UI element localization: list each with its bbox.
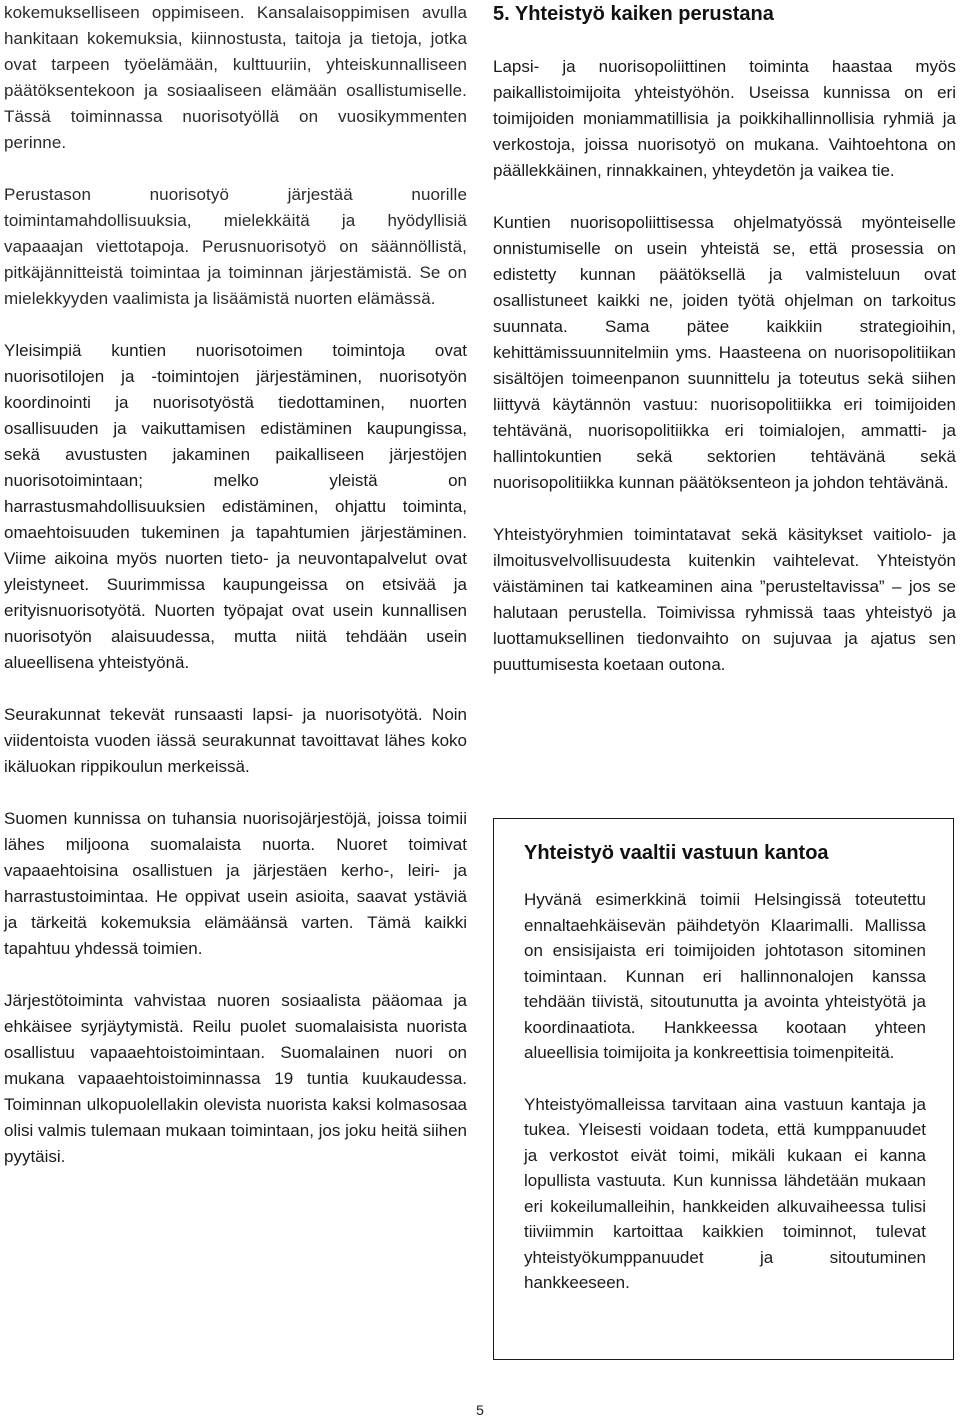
box-paragraph-klaarimalli: Hyvänä esimerkkinä toimii Helsingissä toteutettu ennaltaehkäisevän päihdetyön Klaarimalli. Mallissa on ensisijaista eri toimijoiden johtotason sitominen toimintaan. Kunnan eri hallinnonalojen kanssa tehdään tiivistä, sitoutunutta ja avointa yhteistyötä ja koordinaatiota. Hankkeessa kootaan yhteen alueellisia toimijoita ja konkreettisia toimenpiteitä. xyxy=(524,890,926,1062)
box-paragraph-vastuu: Yhteistyömalleissa tarvitaan aina vastuun kantaja ja tukea. Yleisesti voidaan todeta, että kumppanuudet ja verkostot eivät toimi, mikäli kukaan ei kanna lopullista vastuuta. Kun kunnissa lähdetään mukaan eri kokeilumalleihin, hankkeiden alkuvaiheessa tulisi tiiviimmin kartoittaa kaikkien toiminnot, tulevat yhteistyökumppanuudet ja sitoutuminen hankkeeseen. xyxy=(524,1094,926,1292)
page-number: 5 xyxy=(476,1402,484,1418)
paragraph-perusnuorisotyo: Perustason nuorisotyö järjestää nuorille toimintamahdollisuuksia, mielekkäitä ja hyödyllisiä vapaaajan viettotapoja. Perusnuorisotyö on säännöllistä, pitkäjännitteistä toimintaa ja toiminnan järjestämistä. Se on mielekkyyden vaalimista ja lisäämistä nuorten elämässä. xyxy=(4,185,467,308)
left-column xyxy=(4,0,467,1170)
paragraph-ohjelmatyo: Kuntien nuorisopoliittisessa ohjelmatyössä myönteiselle onnistumiselle on usein yhteistä se, että prosessia on edistetty kunnan päätöksellä ja valmisteluun ovat osallistuneet kaikki ne, joiden työtä ohjelman on tarkoitus suunnata. Sama pätee kaikkiin strategioihin, kehittämissuunnitelmiin yms. Haasteena on nuorisopolitiikan sisältöjen toimeenpanon suunnittelu ja toteutus sekä siihen liittyvä käytännön vastuu: nuorisopolitiikka eri toimijoiden tehtävänä, nuorisopolitiikka eri toimialojen, ammatti- ja hallintokuntien sekä sektorien tehtävänä sekä nuorisopolitiikka kunnan päätöksenteon ja johdon tehtävänä. xyxy=(493,213,956,492)
paragraph-yhteistyohon: Lapsi- ja nuorisopoliittinen toiminta haastaa myös paikallistoimijoita yhteistyöhön. Useissa kunnissa on eri toimijoiden moniammatillisia ja poikkihallinnollisia ryhmiä ja verkostoja, joissa nuorisotyö on mukana. Vaihtoehtona on päällekkäinen, rinnakkainen, yhteydetön ja vaikea tie. xyxy=(493,57,956,180)
paragraph-nuorisojarjestot: Suomen kunnissa on tuhansia nuorisojärjestöjä, joissa toimii lähes miljoona suomalaista nuorta. Nuoret toimivat vapaaehtoisina osallistuen ja järjestäen kerho-, leiri- ja harrastustoimintaa. He oppivat usein asioita, saavat ystäviä ja tärkeitä kokemuksia elämäänsä varten. Tämä kaikki tapahtuu yhdessä toimien. xyxy=(4,809,467,958)
paragraph-jarjestotoiminta: Järjestötoiminta vahvistaa nuoren sosiaalista pääomaa ja ehkäisee syrjäytymistä. Reilu puolet suomalaisista nuorista osallistuu vapaaehtoistoimintaan. Suomalainen nuori on mukana vapaaehtoistoiminnassa 19 tuntia kuukaudessa. Toiminnan ulkopuolellakin olevista nuorista kaksi kolmasosaa olisi valmis tulemaan mukaan toimintaan, jos joku heitä siihen pyytäisi. xyxy=(4,991,468,1166)
section-heading: 5. Yhteistyö kaiken perustana xyxy=(493,3,774,25)
paragraph-seurakunnat: Seurakunnat tekevät runsaasti lapsi- ja nuorisotyötä. Noin viidentoista vuoden iässä seurakunnat tavoittavat lähes koko ikäluokan rippikoulun merkeissä. xyxy=(4,705,467,776)
paragraph-yhteistyoryhmat: Yhteistyöryhmien toimintatavat sekä käsitykset vaitiolo- ja ilmoitusvelvollisuudesta kuitenkin vaihtelevat. Yhteistyön väistäminen tai katkeaminen aina ”perusteltavissa” – jos se halutaan perustella. Toimivissa ryhmissä taas yhteistyö ja luottamuksellinen tiedonvaihto on sujuvaa ja ajatus sen puuttumisesta koetaan outona. xyxy=(493,525,956,674)
paragraph-nuorisotoimen-toiminnot: Yleisimpiä kuntien nuorisotoimen toimintoja ovat nuorisotilojen ja -toimintojen järjestäminen, nuorisotyön koordinointi ja nuorisotyöstä tiedottaminen, nuorten osallisuuden ja vaikuttamisen edistäminen kaupungissa, sekä avustusten jakaminen paikalliseen järjestöjen nuorisotoimintaan; melko yleistä on harrastusmahdollisuuksien edistäminen, ohjattu toiminta, omaehtoisuuden tukeminen ja tapahtumien järjestäminen. Viime aikoina myös nuorten tieto- ja neuvontapalvelut ovat yleistyneet. Suurimmissa kaupungeissa on etsivää ja erityisnuorisotyötä. Nuorten työpajat ovat usein kunnallisen nuorisotyön alaisuudessa, mutta niitä tehdään usein alueellisena yhteistyönä. xyxy=(4,341,467,672)
box-heading: Yhteistyö vaaltii vastuun kantoa xyxy=(524,842,829,864)
right-column xyxy=(493,0,956,678)
paragraph-kansalaisoppiminen: kokemukselliseen oppimiseen. Kansalaisoppimisen avulla hankitaan kokemuksia, kiinnostusta, taitoja ja tietoja, jotka ovat tarpeen työelämään, kulttuuriin, yhteiskunnalliseen päätöksentekoon ja sosiaaliseen elämään osallistumiselle. Tässä toiminnassa nuorisotyöllä on vuosikymmenten perinne. xyxy=(4,3,467,152)
info-box xyxy=(493,818,954,1360)
